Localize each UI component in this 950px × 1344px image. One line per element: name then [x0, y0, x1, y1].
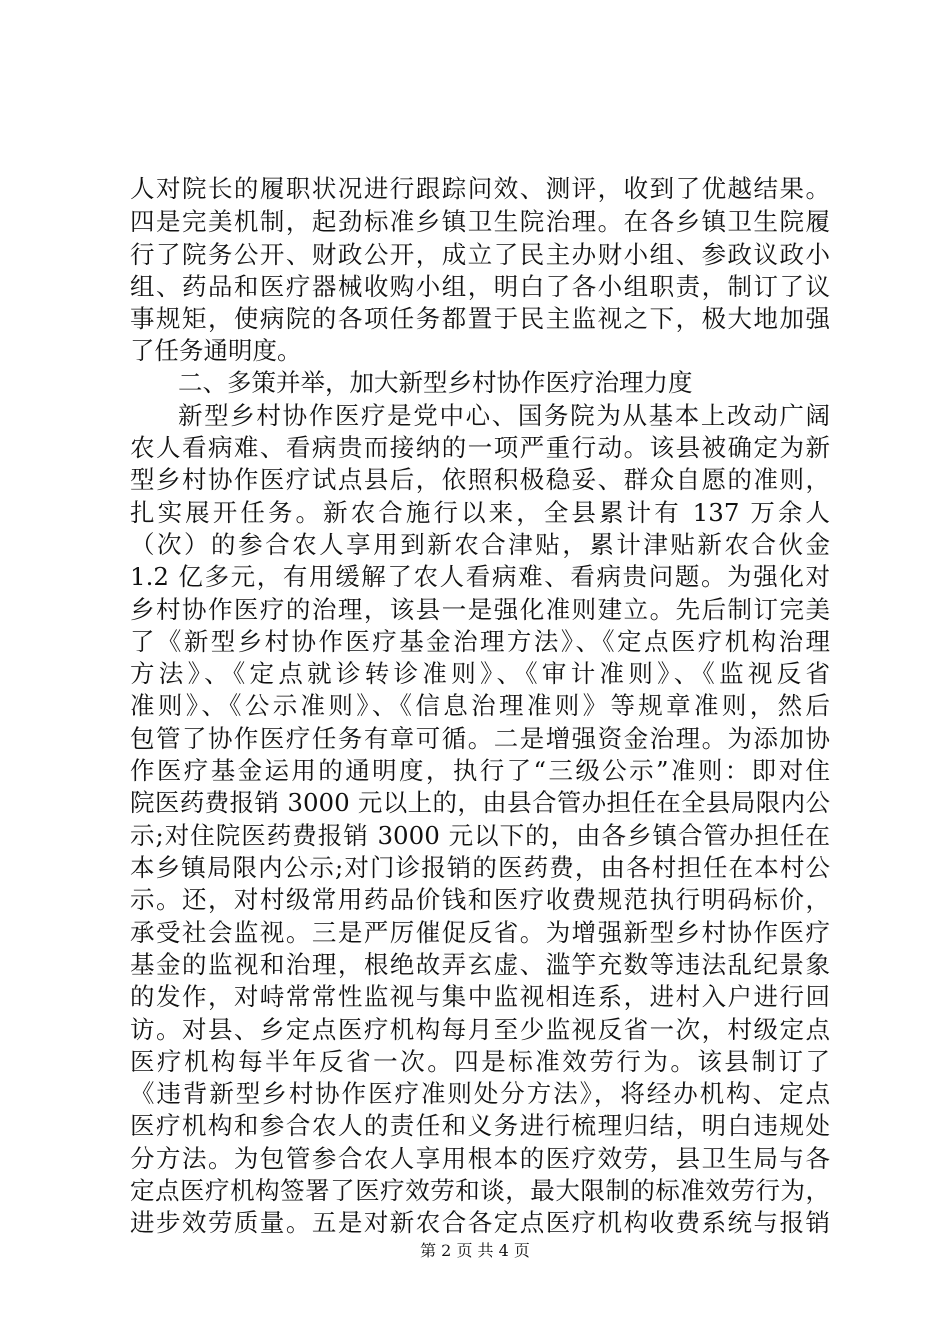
text-line: 组、药品和医疗器械收购小组，明白了各小组职责，制订了议: [130, 272, 830, 301]
text-line: 《违背新型乡村协作医疗准则处分方法》，将经办机构、定点: [130, 1079, 830, 1108]
text-line: （次）的参合农人享用到新农合津贴，累计津贴新农合伙金: [130, 530, 830, 559]
text-line: 基金的监视和治理，根绝故弄玄虚、滥竽充数等违法乱纪景象: [130, 950, 830, 979]
section-heading: 二、多策并举，加大新型乡村协作医疗治理力度: [178, 368, 693, 397]
text-line: 进步效劳质量。五是对新农合各定点医疗机构收费系统与报销: [130, 1208, 830, 1237]
text-line: 乡村协作医疗的治理，该县一是强化准则建立。先后制订完美: [130, 595, 830, 624]
text-line: 方法》、《定点就诊转诊准则》、《审计准则》、《监视反省: [130, 659, 830, 688]
text-line: 了《新型乡村协作医疗基金治理方法》、《定点医疗机构治理: [130, 627, 830, 656]
text-line: 人对院长的履职状况进行跟踪问效、测评，收到了优越结果。: [130, 174, 830, 203]
text-line: 本乡镇局限内公示;对门诊报销的医药费，由各村担任在本村公: [130, 853, 830, 882]
text-line: 院医药费报销 3000 元以上的，由县合管办担任在全县局限内公: [130, 788, 830, 817]
page-number: 第 2 页 共 4 页: [420, 1241, 530, 1260]
text-line: 承受社会监视。三是严厉催促反省。为增强新型乡村协作医疗: [130, 918, 830, 947]
text-line: 包管了协作医疗任务有章可循。二是增强资金治理。为添加协: [130, 724, 830, 753]
text-line: 型乡村协作医疗试点县后，依照积极稳妥、群众自愿的准则，: [130, 465, 830, 494]
text-line: 四是完美机制，起劲标准乡镇卫生院治理。在各乡镇卫生院履: [130, 207, 830, 236]
text-line: 医疗机构和参合农人的责任和义务进行梳理归结，明白违规处: [130, 1111, 830, 1140]
text-line: 准则》、《公示准则》、《信息治理准则》等规章准则，然后: [130, 691, 830, 720]
text-line: 扎实展开任务。新农合施行以来，全县累计有 137 万余人: [130, 498, 830, 527]
text-line: 示;对住院医药费报销 3000 元以下的，由各乡镇合管办担任在: [130, 821, 830, 850]
text-line: 访。对县、乡定点医疗机构每月至少监视反省一次，村级定点: [130, 1015, 830, 1044]
text-line: 了任务通明度。: [130, 336, 302, 365]
text-line: 的发作，对峙常常性监视与集中监视相连系，进村入户进行回: [130, 982, 830, 1011]
text-line: 定点医疗机构签署了医疗效劳和谈，最大限制的标准效劳行为，: [130, 1176, 830, 1205]
text-line: 医疗机构每半年反省一次。四是标准效劳行为。该县制订了: [130, 1047, 830, 1076]
text-line: 示。还，对村级常用药品价钱和医疗收费规范执行明码标价，: [130, 885, 830, 914]
text-line: 农人看病难、看病贵而接纳的一项严重行动。该县被确定为新: [130, 433, 830, 462]
text-line: 作医疗基金运用的通明度，执行了“三级公示”准则：即对住: [130, 756, 830, 785]
text-line: 事规矩，使病院的各项任务都置于民主监视之下，极大地加强: [130, 304, 830, 333]
text-line: 1.2 亿多元，有用缓解了农人看病难、看病贵问题。为强化对: [130, 562, 830, 591]
text-line: 分方法。为包管参合农人享用根本的医疗效劳，县卫生局与各: [130, 1144, 830, 1173]
text-line: 行了院务公开、财政公开，成立了民主办财小组、参政议政小: [130, 240, 830, 269]
text-line: 新型乡村协作医疗是党中心、国务院为从基本上改动广阔: [178, 401, 830, 430]
